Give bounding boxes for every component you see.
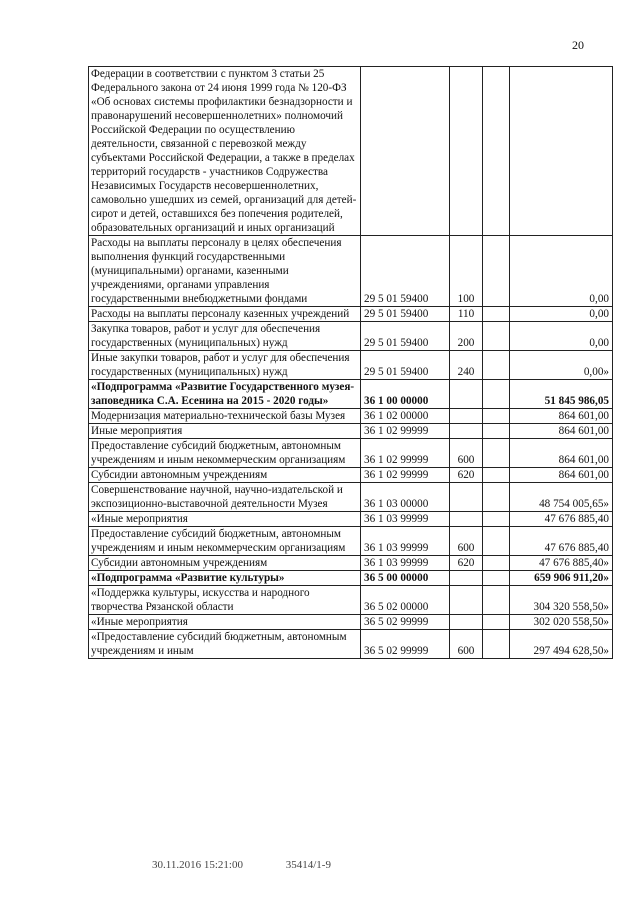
table-row xyxy=(89,556,613,571)
row-amount: 0,00» xyxy=(510,351,613,380)
row-name: Предоставление субсидий бюджетным, автономным учреждениям и иным некоммерческим организациям xyxy=(89,527,361,556)
row-code: 36 1 03 00000 xyxy=(361,483,450,512)
row-vr xyxy=(450,67,483,236)
table-row xyxy=(89,586,613,615)
table-body xyxy=(89,67,613,659)
row-code: 29 5 01 59400 xyxy=(361,351,450,380)
row-empty-cell xyxy=(483,424,510,439)
row-vr xyxy=(450,409,483,424)
table-row xyxy=(89,630,613,659)
row-empty-cell xyxy=(483,322,510,351)
row-empty-cell xyxy=(483,468,510,483)
row-code: 29 5 01 59400 xyxy=(361,322,450,351)
row-code: 36 1 02 99999 xyxy=(361,439,450,468)
row-amount: 51 845 986,05 xyxy=(510,380,613,409)
row-code: 36 1 00 00000 xyxy=(361,380,450,409)
row-amount xyxy=(510,67,613,236)
table-row xyxy=(89,380,613,409)
row-amount: 302 020 558,50» xyxy=(510,615,613,630)
row-name: Предоставление субсидий бюджетным, автономным учреждениям и иным некоммерческим организациям xyxy=(89,439,361,468)
row-empty-cell xyxy=(483,307,510,322)
row-amount: 47 676 885,40» xyxy=(510,556,613,571)
table-row xyxy=(89,409,613,424)
row-name: Субсидии автономным учреждениям xyxy=(89,468,361,483)
row-name: Субсидии автономным учреждениям xyxy=(89,556,361,571)
row-vr: 620 xyxy=(450,556,483,571)
row-amount: 864 601,00 xyxy=(510,409,613,424)
row-empty-cell xyxy=(483,483,510,512)
table-row xyxy=(89,512,613,527)
footer-doc-code: 35414/1-9 xyxy=(285,859,331,871)
row-code: 36 1 02 00000 xyxy=(361,409,450,424)
row-name: Расходы на выплаты персоналу в целях обеспечения выполнения функций государственными (муниципальными) органами, казенными учреждениями, органами управления государственными внебюджетными фондами xyxy=(89,236,361,307)
row-code: 36 1 03 99999 xyxy=(361,512,450,527)
row-name: Иные мероприятия xyxy=(89,424,361,439)
row-name: Совершенствование научной, научно-издательской и экспозиционно-выставочной деятельности Музея xyxy=(89,483,361,512)
table-row xyxy=(89,483,613,512)
row-code: 36 5 02 99999 xyxy=(361,615,450,630)
row-vr: 100 xyxy=(450,236,483,307)
page-number: 20 xyxy=(572,38,584,52)
footer-timestamp: 30.11.2016 15:21:00 xyxy=(152,859,243,871)
row-amount: 47 676 885,40 xyxy=(510,512,613,527)
row-amount: 0,00 xyxy=(510,322,613,351)
table-row xyxy=(89,236,613,307)
row-empty-cell xyxy=(483,556,510,571)
row-code: 36 1 02 99999 xyxy=(361,468,450,483)
row-vr: 600 xyxy=(450,439,483,468)
row-vr xyxy=(450,571,483,586)
row-name: Расходы на выплаты персоналу казенных учреждений xyxy=(89,307,361,322)
row-empty-cell xyxy=(483,571,510,586)
row-empty-cell xyxy=(483,512,510,527)
row-vr: 620 xyxy=(450,468,483,483)
budget-table xyxy=(88,66,613,659)
row-vr: 110 xyxy=(450,307,483,322)
row-name: «Иные мероприятия xyxy=(89,512,361,527)
row-empty-cell xyxy=(483,67,510,236)
row-code: 36 5 02 00000 xyxy=(361,586,450,615)
row-name: «Иные мероприятия xyxy=(89,615,361,630)
row-vr xyxy=(450,424,483,439)
table-row xyxy=(89,307,613,322)
row-amount: 0,00 xyxy=(510,307,613,322)
row-code: 36 1 03 99999 xyxy=(361,527,450,556)
row-vr: 600 xyxy=(450,527,483,556)
row-empty-cell xyxy=(483,527,510,556)
row-vr: 600 xyxy=(450,630,483,659)
row-empty-cell xyxy=(483,380,510,409)
row-amount: 864 601,00 xyxy=(510,439,613,468)
row-name: Иные закупки товаров, работ и услуг для обеспечения государственных (муниципальных) нужд xyxy=(89,351,361,380)
row-amount: 0,00 xyxy=(510,236,613,307)
row-empty-cell xyxy=(483,439,510,468)
row-empty-cell xyxy=(483,236,510,307)
row-vr: 200 xyxy=(450,322,483,351)
row-code: 36 1 03 99999 xyxy=(361,556,450,571)
row-name: Модернизация материально-технической базы Музея xyxy=(89,409,361,424)
row-amount: 304 320 558,50» xyxy=(510,586,613,615)
row-code: 36 5 02 99999 xyxy=(361,630,450,659)
row-amount: 297 494 628,50» xyxy=(510,630,613,659)
footer xyxy=(152,859,371,871)
row-name: «Подпрограмма «Развитие культуры» xyxy=(89,571,361,586)
row-amount: 659 906 911,20» xyxy=(510,571,613,586)
row-amount: 47 676 885,40 xyxy=(510,527,613,556)
table-row xyxy=(89,424,613,439)
table-row xyxy=(89,322,613,351)
table-row xyxy=(89,615,613,630)
row-amount: 48 754 005,65» xyxy=(510,483,613,512)
row-amount: 864 601,00 xyxy=(510,468,613,483)
table-row xyxy=(89,351,613,380)
row-vr xyxy=(450,615,483,630)
row-empty-cell xyxy=(483,409,510,424)
row-code: 29 5 01 59400 xyxy=(361,307,450,322)
row-vr xyxy=(450,483,483,512)
row-name: Федерации в соответствии с пунктом 3 статьи 25 Федерального закона от 24 июня 1999 года № 120-ФЗ «Об основах системы профилактики безнадзорности и правонарушений несовершеннолетних» полномочий Российской Федерации по осуществлению деятельности, связанной с перевозкой между субъектами Российской Федерации, а также в пределах территорий государств - участников Содружества Независимых Государств несовершеннолетних, самовольно ушедших из семей, организаций для детей-сирот и детей, оставшихся без попечения родителей, образовательных организаций и иных организаций xyxy=(89,67,361,236)
table-row xyxy=(89,527,613,556)
row-code: 36 1 02 99999 xyxy=(361,424,450,439)
row-name: Закупка товаров, работ и услуг для обеспечения государственных (муниципальных) нужд xyxy=(89,322,361,351)
row-empty-cell xyxy=(483,630,510,659)
row-empty-cell xyxy=(483,586,510,615)
row-code: 29 5 01 59400 xyxy=(361,236,450,307)
row-name: «Поддержка культуры, искусства и народного творчества Рязанской области xyxy=(89,586,361,615)
table-row xyxy=(89,468,613,483)
row-amount: 864 601,00 xyxy=(510,424,613,439)
row-empty-cell xyxy=(483,615,510,630)
row-vr xyxy=(450,586,483,615)
row-vr: 240 xyxy=(450,351,483,380)
row-empty-cell xyxy=(483,351,510,380)
table-row xyxy=(89,439,613,468)
table-row xyxy=(89,67,613,236)
row-name: «Подпрограмма «Развитие Государственного музея-заповедника С.А. Есенина на 2015 - 2020 годы» xyxy=(89,380,361,409)
row-vr xyxy=(450,380,483,409)
row-code: 36 5 00 00000 xyxy=(361,571,450,586)
row-name: «Предоставление субсидий бюджетным, автономным учреждениям и иным xyxy=(89,630,361,659)
row-vr xyxy=(450,512,483,527)
table-row xyxy=(89,571,613,586)
row-code xyxy=(361,67,450,236)
